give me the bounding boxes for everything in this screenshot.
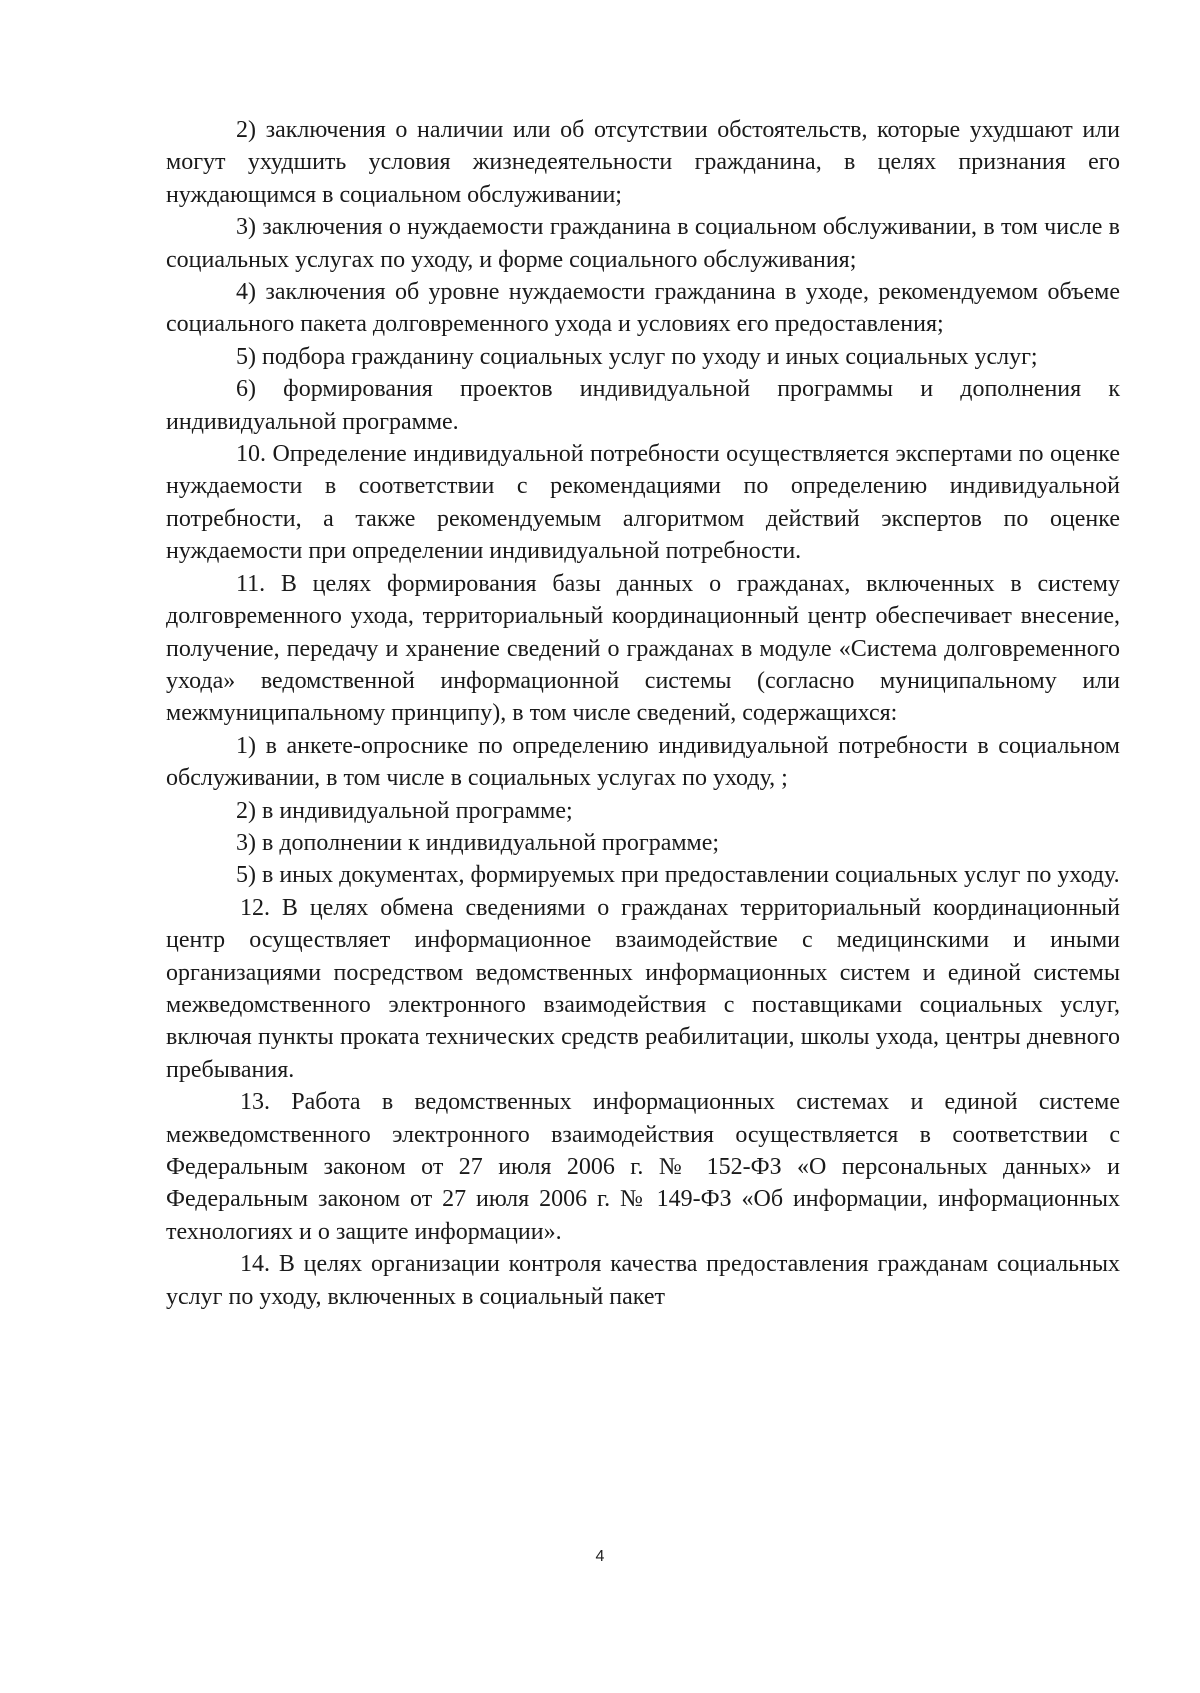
paragraph-clause-11-item-2: 2) в индивидуальной программе; bbox=[236, 797, 573, 824]
paragraph-clause-11: 11. В целях формирования базы данных о гражданах, включенных в систему долговременного ухода, территориальный координационный центр обеспечивает внесение, получение, передачу и хранение сведений о гражданах в модуле «Система долговременного ухода» ведомственной информационной системы (согласно муниципальному или межмуниципальному принципу), в том числе сведений, содержащихся: bbox=[166, 570, 1120, 727]
paragraph-item-4-conclusion-care-level: 4) заключения об уровне нуждаемости гражданина в уходе, рекомендуемом объеме социального пакета долговременного ухода и условиях его предоставления; bbox=[166, 279, 1120, 338]
paragraph-item-5-service-selection: 5) подбора гражданину социальных услуг по уходу и иных социальных услуг; bbox=[236, 343, 1038, 370]
paragraph-clause-10: 10. Определение индивидуальной потребности осуществляется экспертами по оценке нуждаемости в соответствии с рекомендациями по определению индивидуальной потребности, а также рекомендуемым алгоритмом действий экспертов по оценке нуждаемости при определении индивидуальной потребности. bbox=[166, 441, 1120, 565]
page-number: 4 bbox=[595, 1548, 605, 1565]
paragraph-item-3-conclusion-need: 3) заключения о нуждаемости гражданина в социальном обслуживании, в том числе в социальных услугах по уходу, и форме социального обслуживания; bbox=[166, 214, 1120, 273]
paragraph-item-2-conclusion-circumstances: 2) заключения о наличии или об отсутствии обстоятельств, которые ухудшают или могут ухудшить условия жизнедеятельности гражданина, в целях признания его нуждающимся в социальном обслуживании; bbox=[166, 117, 1120, 208]
paragraph-clause-12: 12. В целях обмена сведениями о гражданах территориальный координационный центр осуществляет информационное взаимодействие с медицинскими и иными организациями посредством ведомственных информационных систем и единой системы межведомственного электронного взаимодействия с поставщиками социальных услуг, включая пункты проката технических средств реабилитации, школы ухода, центры дневного пребывания. bbox=[166, 894, 1120, 1083]
paragraph-clause-11-item-1: 1) в анкете-опроснике по определению индивидуальной потребности в социальном обслуживании, в том числе в социальных услугах по уходу, ; bbox=[166, 732, 1120, 792]
paragraph-item-6-program-drafts: 6) формирования проектов индивидуальной программы и дополнения к индивидуальной программе. bbox=[166, 376, 1120, 435]
paragraph-clause-11-item-5: 5) в иных документах, формируемых при предоставлении социальных услуг по уходу. bbox=[236, 862, 1120, 889]
paragraph-clause-13: 13. Работа в ведомственных информационных системах и единой системе межведомственного электронного взаимодействия осуществляется в соответствии с Федеральным законом от 27 июля 2006 г. № 152-ФЗ «О персональных данных» и Федеральным законом от 27 июля 2006 г. № 149-ФЗ «Об информации, информационных технологиях и о защите информации». bbox=[166, 1089, 1120, 1245]
paragraph-clause-11-item-3: 3) в дополнении к индивидуальной программе; bbox=[236, 829, 720, 856]
document-body bbox=[166, 114, 1120, 1313]
paragraph-clause-14: 14. В целях организации контроля качества предоставления гражданам социальных услуг по уходу, включенных в социальный пакет bbox=[166, 1251, 1120, 1310]
